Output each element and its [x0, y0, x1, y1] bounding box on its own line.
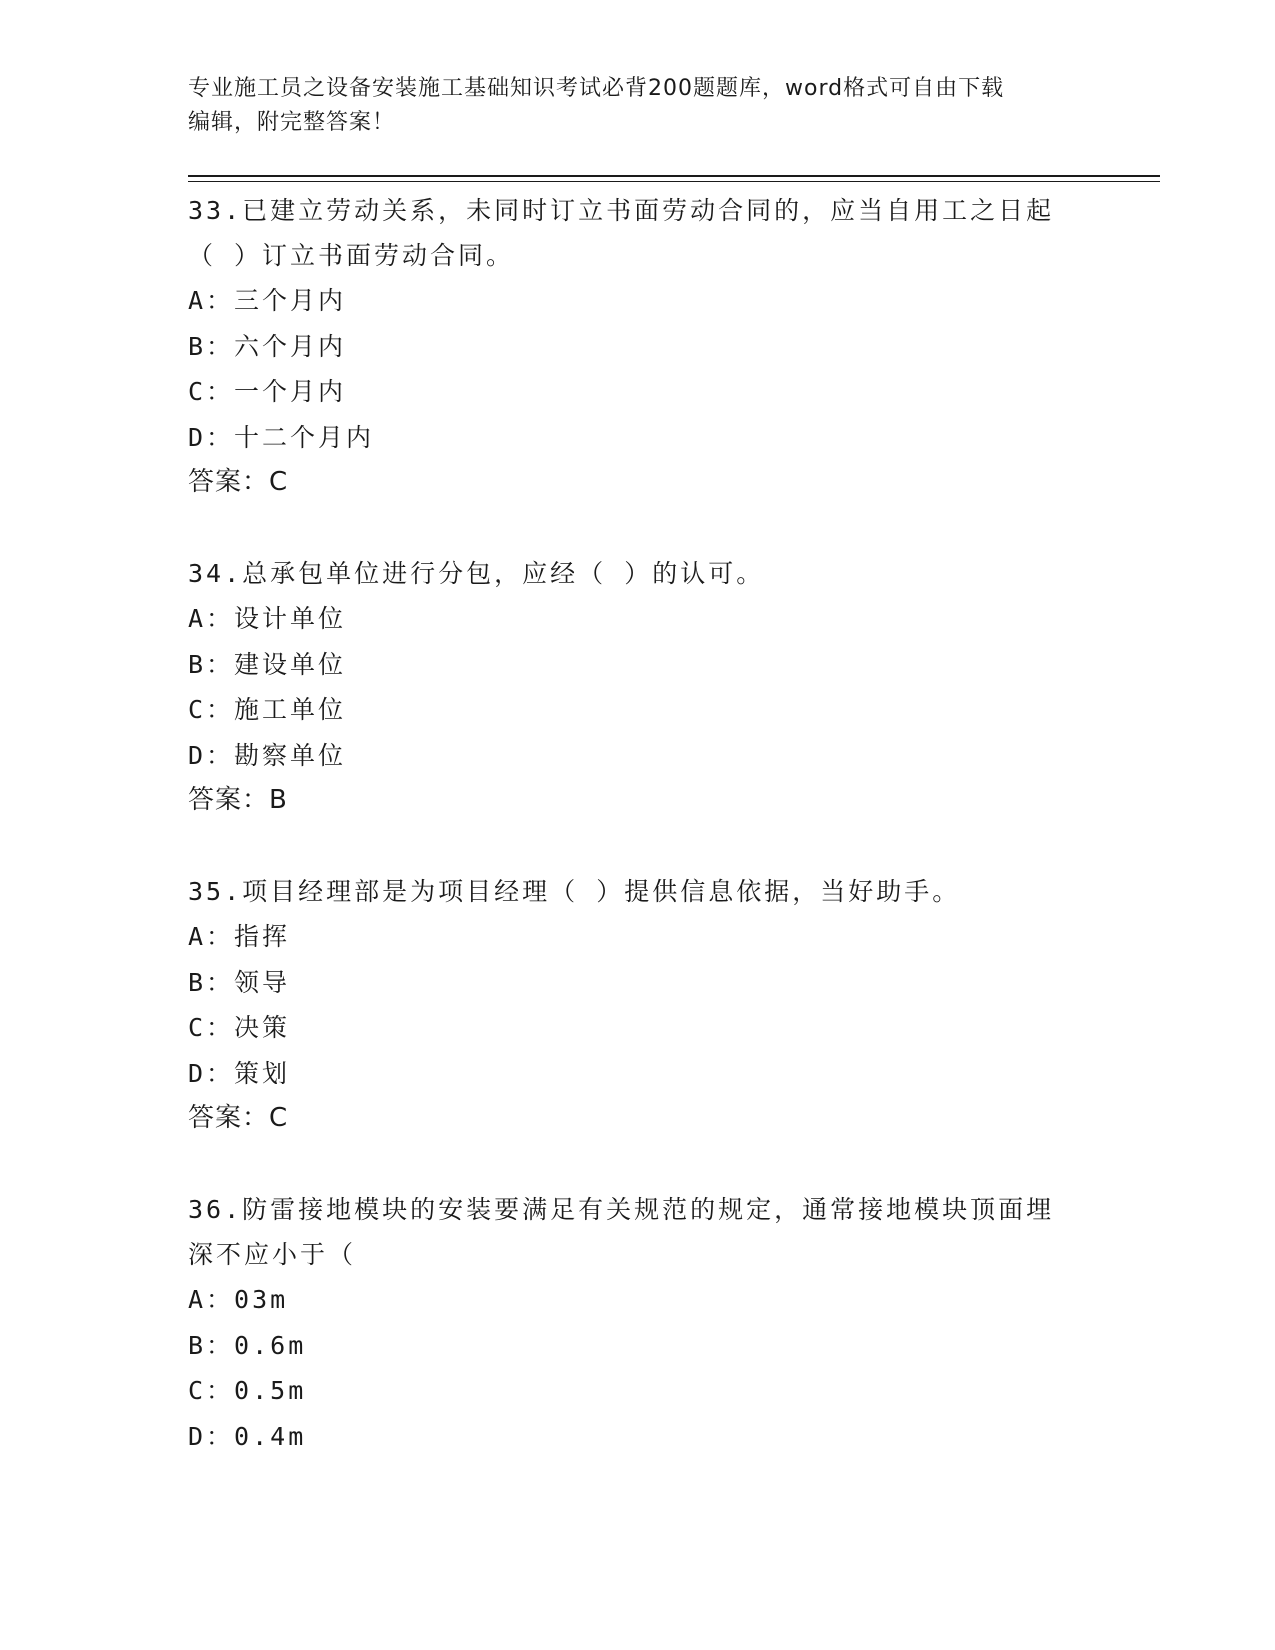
option-a: A：三个月内: [188, 286, 347, 315]
spacer: [188, 505, 1088, 551]
option-c: C：决策: [188, 1013, 291, 1042]
option-c: C：0.5m: [188, 1376, 307, 1405]
question-stem-line: 36.防雷接地模块的安装要满足有关规范的规定，通常接地模块顶面埋: [188, 1195, 1055, 1224]
option-d: D：勘察单位: [188, 740, 347, 770]
document-header: [188, 72, 1068, 140]
answer-line: 答案：C: [188, 1103, 289, 1133]
header-line-2: 编辑，附完整答案！: [188, 110, 396, 135]
option-d: D：十二个月内: [188, 422, 375, 452]
option-b: B：领导: [188, 967, 291, 997]
question-stem-line: 33.已建立劳动关系，未同时订立书面劳动合同的，应当自用工之日起: [188, 196, 1055, 225]
header-line-1: 专业施工员之设备安装施工基础知识考试必背200题题库，word格式可自由下载: [188, 76, 1005, 101]
spacer: [188, 1141, 1088, 1187]
question-33: [188, 188, 1088, 505]
question-34: [188, 551, 1088, 823]
option-c: C：一个月内: [188, 377, 347, 406]
option-a: A：设计单位: [188, 604, 347, 633]
answer-line: 答案：B: [188, 785, 288, 815]
option-d: D：0.4m: [188, 1421, 307, 1451]
header-divider-thick: [188, 175, 1160, 177]
question-stem-line: （ ）订立书面劳动合同。: [188, 241, 515, 270]
header-divider-thin: [188, 181, 1160, 182]
option-c: C：施工单位: [188, 695, 347, 724]
option-d: D：策划: [188, 1058, 291, 1088]
question-list: [188, 188, 1088, 1459]
spacer: [188, 823, 1088, 869]
option-b: B：六个月内: [188, 331, 347, 361]
option-a: A：指挥: [188, 922, 291, 951]
answer-line: 答案：C: [188, 467, 289, 497]
question-stem-line: 34.总承包单位进行分包，应经（ ）的认可。: [188, 559, 765, 588]
question-stem-line: 35.项目经理部是为项目经理（ ）提供信息依据，当好助手。: [188, 877, 961, 906]
question-stem-line: 深不应小于（: [188, 1240, 357, 1269]
option-b: B：0.6m: [188, 1330, 307, 1360]
question-36: [188, 1187, 1088, 1459]
option-a: A：03m: [188, 1285, 289, 1314]
question-35: [188, 869, 1088, 1141]
option-b: B：建设单位: [188, 649, 347, 679]
